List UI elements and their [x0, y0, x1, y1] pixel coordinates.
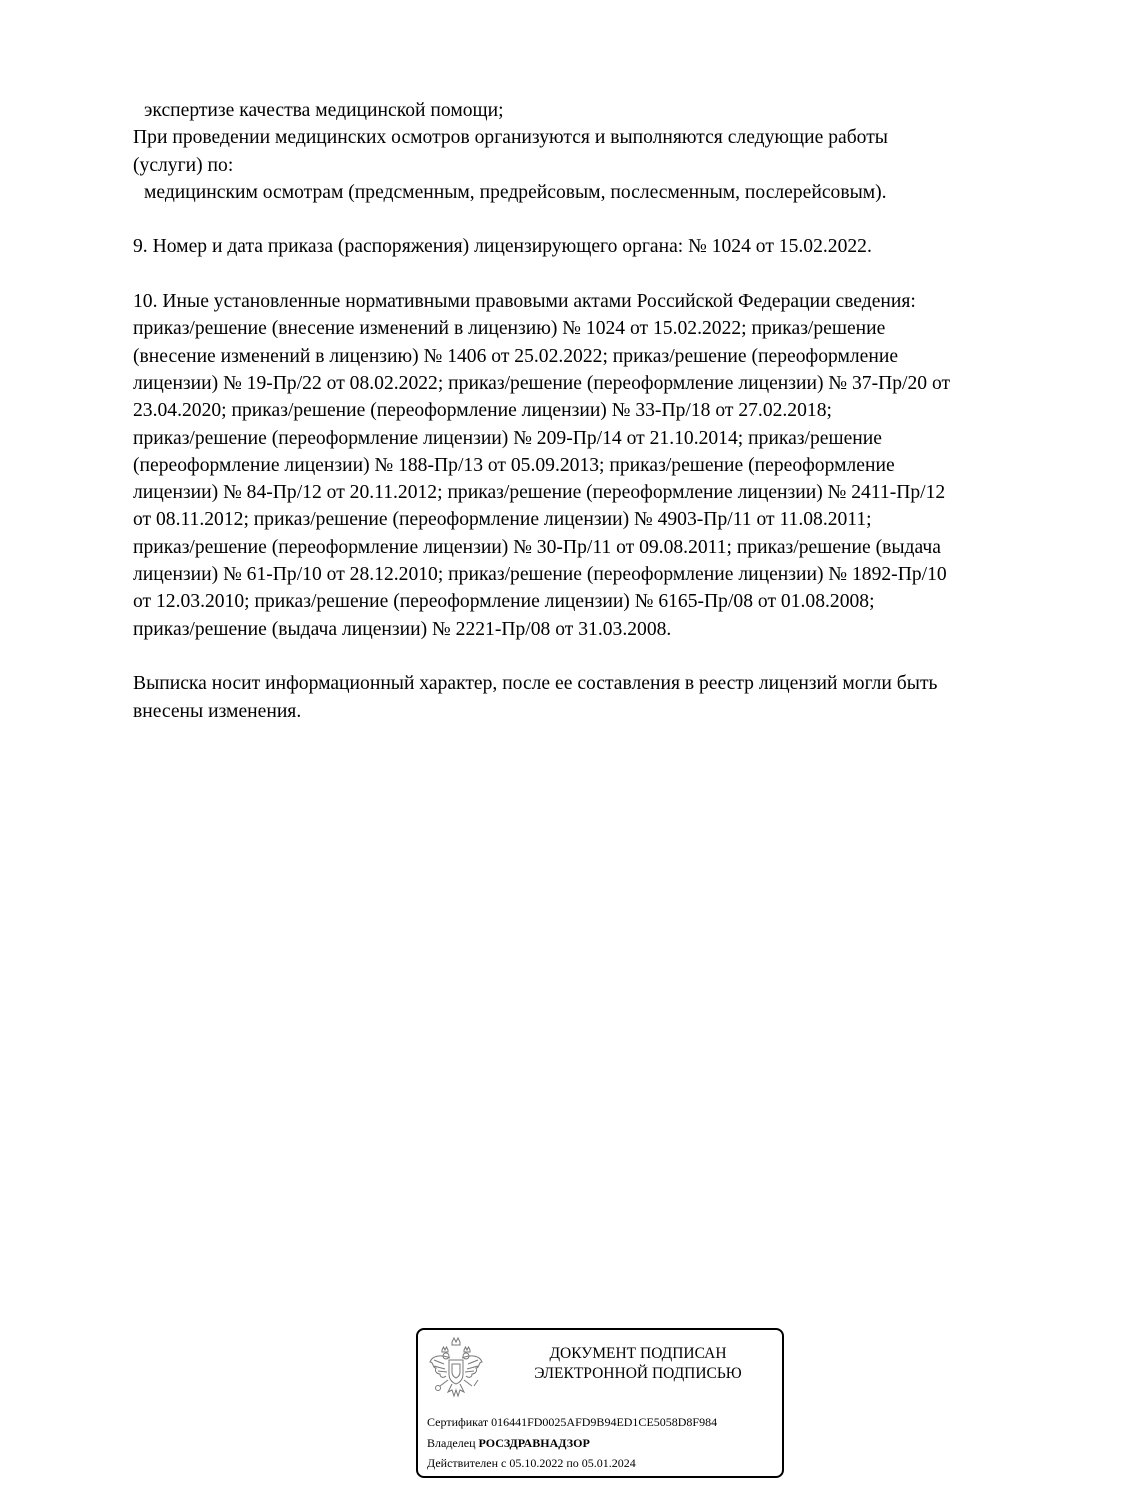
item-10-other-information	[133, 288, 1083, 643]
stamp-heading-line: ЭЛЕКТРОННОЙ ПОДПИСЬЮ	[534, 1365, 742, 1382]
document-body	[133, 97, 1083, 725]
stamp-heading-line: ДОКУМЕНТ ПОДПИСАН	[549, 1345, 727, 1362]
text-line: 23.04.2020; приказ/решение (переоформление лицензии) № 33-Пр/18 от 27.02.2018;	[133, 400, 832, 422]
paragraph-gap	[133, 643, 1083, 670]
text-line: от 08.11.2012; приказ/решение (переоформление лицензии) № 4903-Пр/11 от 11.08.2011;	[133, 509, 872, 531]
text-line: (внесение изменений в лицензию) № 1406 от 25.02.2022; приказ/решение (переоформление	[133, 345, 899, 367]
text-line: 10. Иные установленные нормативными правовыми актами Российской Федерации сведения:	[133, 291, 916, 313]
text-line: лицензии) № 19-Пр/22 от 08.02.2022; приказ/решение (переоформление лицензии) № 37-Пр/20 от	[133, 372, 951, 394]
text-line: приказ/решение (переоформление лицензии) № 209-Пр/14 от 21.10.2014; приказ/решение	[133, 427, 882, 449]
stamp-details	[427, 1412, 717, 1474]
disclaimer	[133, 670, 1083, 725]
stamp-heading	[498, 1344, 778, 1384]
text-line: приказ/решение (переоформление лицензии) № 30-Пр/11 от 09.08.2011; приказ/решение (выдача	[133, 536, 941, 558]
text-line: медицинским осмотрам (предсменным, предрейсовым, послесменным, послерейсовым).	[144, 181, 887, 203]
text-line: лицензии) № 61-Пр/10 от 28.12.2010; приказ/решение (переоформление лицензии) № 1892-Пр/10	[133, 564, 947, 586]
text-line: (переоформление лицензии) № 188-Пр/13 от 05.09.2013; приказ/решение (переоформление	[133, 454, 895, 476]
owner-label: Владелец	[427, 1435, 476, 1450]
paragraph-gap	[133, 261, 1083, 288]
text-line: приказ/решение (выдача лицензии) № 2221-Пр/08 от 31.03.2008.	[133, 618, 672, 640]
text-line: При проведении медицинских осмотров организуются и выполняются следующие работы	[133, 127, 888, 149]
paragraph-gap	[133, 206, 1083, 233]
text-line: от 12.03.2010; приказ/решение (переоформление лицензии) № 6165-Пр/08 от 01.08.2008;	[133, 591, 875, 613]
text-line: внесены изменения.	[133, 700, 302, 722]
item-9-order-number: 9. Номер и дата приказа (распоряжения) лицензирующего органа: № 1024 от 15.02.2022.	[133, 236, 872, 258]
text-line: лицензии) № 84-Пр/12 от 20.11.2012; приказ/решение (переоформление лицензии) № 2411-Пр/12	[133, 482, 946, 504]
text-line: Выписка носит информационный характер, после ее составления в реестр лицензий могли быть	[133, 673, 938, 695]
owner	[427, 1433, 717, 1454]
validity-period: Действителен с 05.10.2022 по 05.01.2024	[427, 1456, 636, 1470]
certificate-number: Сертификат 016441FD0025AFD9B94ED1CE5058D8F984	[427, 1415, 718, 1429]
owner-value: РОСЗДРАВНАДЗОР	[478, 1435, 590, 1450]
electronic-signature-stamp	[416, 1328, 784, 1478]
text-line: приказ/решение (внесение изменений в лицензию) № 1024 от 15.02.2022; приказ/решение	[133, 318, 886, 340]
text-line: (услуги) по:	[133, 154, 234, 176]
text-line: экспертизе качества медицинской помощи;	[144, 100, 504, 121]
double-headed-eagle-emblem-icon	[428, 1336, 484, 1402]
